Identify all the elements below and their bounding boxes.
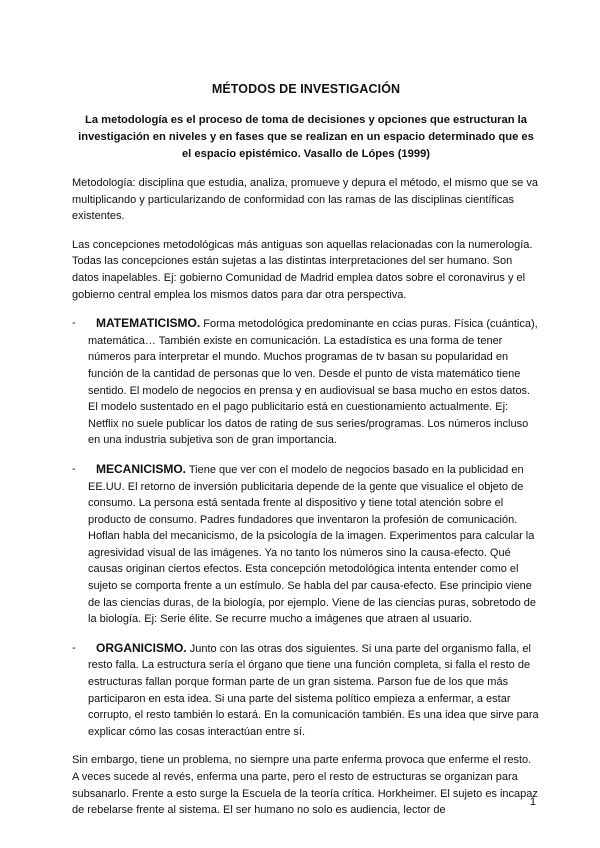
- list-dash: -: [72, 317, 76, 330]
- list-item-text: Forma metodológica predominante en ccias puras. Física (cuántica), matemática… También existe en comunicación. La estadística es una forma de tener números para interpretar el mundo. Muchos programas de tv basan su popularidad en función de la cantidad de personas que lo ven. Desde el punto de vista matemático tiene sentido. El modelo de negocios en prensa y en audiovisual se basa mucho en estos datos. El modelo sustentado en el pago publicitario está en cuestionamiento actualmente. Ej: Netflix no suele publicar los datos de rating de sus series/programas. Los números incluso en una industria subjetiva son de gran importancia.: [88, 318, 538, 447]
- list-item-matematicismo: [72, 315, 540, 449]
- term-organicismo: ORGANICISMO.: [96, 640, 187, 655]
- list-item-mecanicismo: [72, 461, 540, 628]
- list-item-organicismo: [72, 640, 540, 741]
- paragraph-metodologia: Metodología: disciplina que estudia, analiza, promueve y depura el método, el mismo que se va multiplicando y particularizando de conformidad con las ramas de las disciplinas científicas existentes.: [72, 177, 538, 223]
- list-dash: -: [72, 641, 76, 654]
- list-item-text: Junto con las otras dos siguientes. Si una parte del organismo falla, el resto falla. La estructura sería el órgano que tiene una función completa, si falla el resto de estructuras fallan porque forman parte de un gran sistema. Parson fue de los que más participaron en esta idea. Si una parte del sistema político empieza a enfermar, a estar corrupto, el resto también lo estará. En la comunicación también. Es una idea que sirve para explicar cómo las cosas interactúan entre sí.: [88, 642, 539, 738]
- page-title: MÉTODOS DE INVESTIGACIÓN: [211, 82, 401, 96]
- list-dash: -: [72, 462, 76, 475]
- list-item-text: Tiene que ver con el modelo de negocios basado en la publicidad en EE.UU. El retorno de inversión publicitaria depende de la gente que visualice el objeto de consumo. La persona está sentada frente al dispositivo y tiene total atención sobre el producto de consumo. Padres fundadores que inventaron la profesión de comunicación. Hoflan habla del mecanicismo, de la psicología de la imagen. Experimentos para calcular la agresividad visual de las imágenes. Ya no tanto los números sino la causa-efecto. Qué causas originan ciertos efectos. Esta concepción metodológica intenta entender como el sujeto se comporta frente a un estímulo. Se habla del par causa-efecto. Ese principio viene de las ciencias duras, de la biología, por ejemplo. Viene de las ciencias puras, sobretodo de la biología. Ej: Serie élite. Se recurre mucho a imágenes que atraen al usuario.: [88, 463, 537, 626]
- paragraph-closing: Sin embargo, tiene un problema, no siempre una parte enferma provoca que enferme el resto. A veces sucede al revés, enferma una parte, pero el resto de estructuras se organizan para subsanarlo. Frente a esto surge la Escuela de la teoría crítica. Horkheimer. El sujeto es incapaz de rebelarse frente al sistema. El ser humano no solo es audiencia, lector de: [72, 754, 538, 817]
- term-mecanicismo: MECANICISMO.: [96, 461, 186, 476]
- page-number: 1: [529, 796, 536, 808]
- paragraph-concepciones: Las concepciones metodológicas más antiguas son aquellas relacionadas con la numerología. Todas las concepciones están sujetas a las distintas interpretaciones del ser humano. Son datos inapelables. Ej: gobierno Comunidad de Madrid emplea datos sobre el coronavirus y el gobierno central emplea los mismos datos para dar otra perspectiva.: [72, 238, 533, 301]
- epigraph-quote: La metodología es el proceso de toma de decisiones y opciones que estructuran la investigación en niveles y en fases que se realizan en un espacio determinado que es el espacio epistémico. Vasallo de Lópes (1999): [78, 114, 534, 160]
- term-matematicismo: MATEMATICISMO.: [96, 316, 201, 331]
- document-page: [72, 82, 540, 831]
